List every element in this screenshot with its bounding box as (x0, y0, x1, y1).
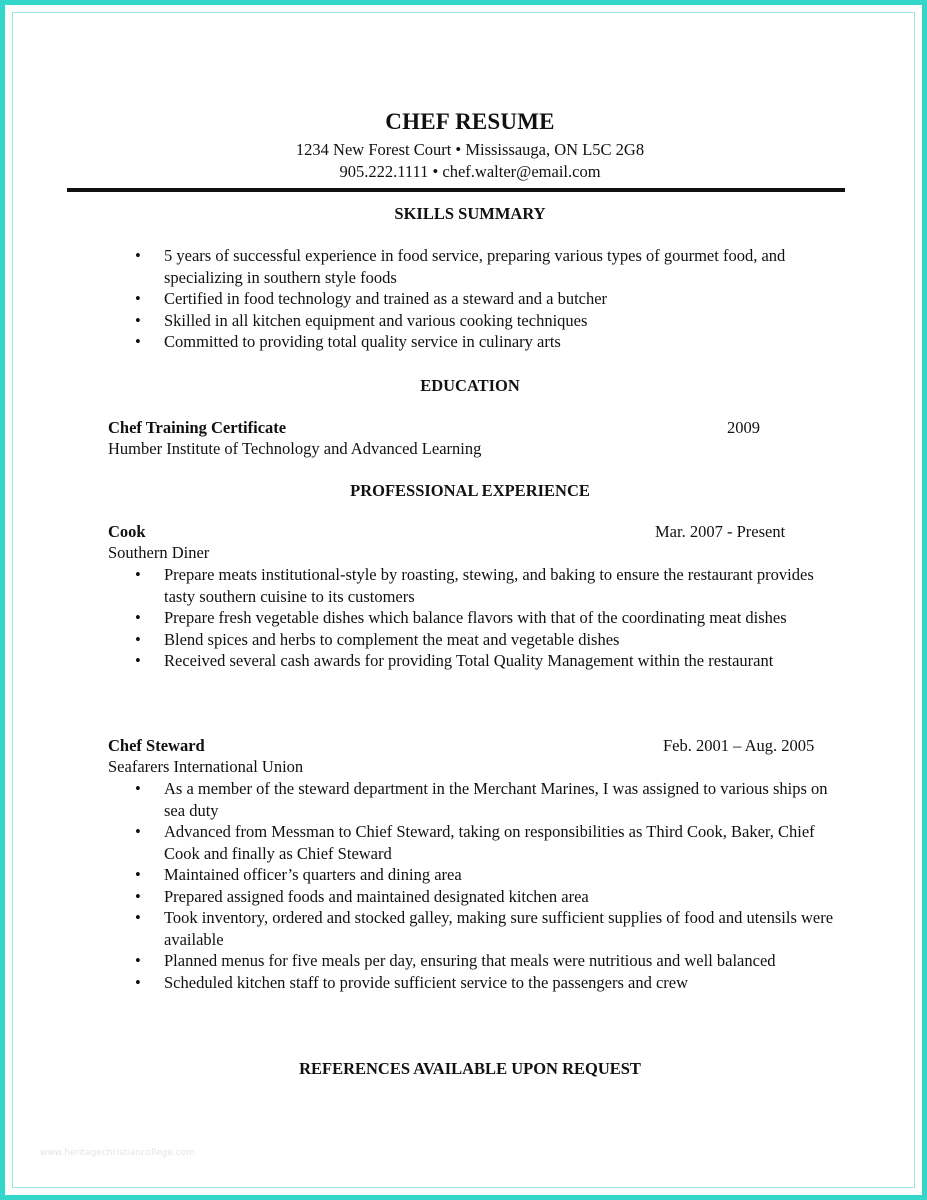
job-title-cook: Cook (108, 522, 146, 541)
list-item (108, 607, 843, 629)
bullet-icon: • (135, 310, 141, 330)
experience-heading: PROFESSIONAL EXPERIENCE (350, 481, 590, 500)
list-item (108, 950, 843, 972)
education-year: 2009 (727, 418, 760, 437)
skills-list (108, 245, 843, 353)
bullet-icon: • (135, 651, 141, 670)
cook-duties-list (108, 564, 843, 672)
duty-text: Planned menus for five meals per day, ensuring that meals were nutritious and well balanced (164, 951, 776, 970)
education-school: Humber Institute of Technology and Advanced Learning (108, 439, 482, 458)
watermark-text: www.heritagechristiancollege.com (40, 1148, 195, 1158)
duty-text: As a member of the steward department in the Merchant Marines, I was assigned to various ships on sea duty (164, 779, 828, 820)
bullet-icon: • (135, 629, 141, 649)
job-employer-chef-steward: Seafarers International Union (108, 757, 304, 776)
list-item (108, 564, 843, 607)
bullet-icon: • (135, 289, 141, 308)
list-item (108, 821, 843, 864)
list-item (108, 288, 843, 310)
duty-text: Maintained officer’s quarters and dining area (164, 865, 462, 884)
job-title-chef-steward: Chef Steward (108, 736, 205, 755)
duty-text: Prepared assigned foods and maintained designated kitchen area (164, 886, 589, 906)
list-item (108, 310, 843, 332)
list-item (108, 778, 843, 821)
list-item (108, 245, 843, 288)
bullet-icon: • (135, 865, 141, 884)
list-item (108, 650, 843, 672)
contact-line: 905.222.1111 • chef.walter@email.com (339, 162, 601, 181)
job-dates-cook: Mar. 2007 - Present (655, 522, 786, 541)
bullet-icon: • (135, 608, 141, 627)
list-item (108, 886, 843, 908)
bullet-icon: • (135, 908, 141, 927)
duty-text: Scheduled kitchen staff to provide sufficient service to the passengers and crew (164, 972, 689, 992)
steward-duties-list (108, 778, 843, 993)
skill-text: Certified in food technology and trained as a steward and a butcher (164, 289, 608, 308)
education-degree: Chef Training Certificate (108, 418, 287, 437)
education-heading: EDUCATION (420, 376, 520, 395)
skill-text: 5 years of successful experience in food service, preparing various types of gourmet food, and specializing in southern style foods (164, 246, 786, 287)
list-item (108, 331, 843, 353)
bullet-icon: • (135, 565, 141, 584)
duty-text: Took inventory, ordered and stocked galley, making sure sufficient supplies of food and utensils were available (164, 908, 834, 949)
skills-heading: SKILLS SUMMARY (394, 204, 546, 223)
list-item (108, 907, 843, 950)
bullet-icon: • (135, 972, 141, 992)
resume-title: CHEF RESUME (385, 109, 555, 134)
list-item (108, 864, 843, 886)
bullet-icon: • (135, 951, 141, 970)
duty-text: Prepare meats institutional-style by roasting, stewing, and baking to ensure the restaurant provides tasty southern cuisine to its customers (164, 565, 814, 606)
job-dates-chef-steward: Feb. 2001 – Aug. 2005 (663, 736, 815, 755)
duty-text: Prepare fresh vegetable dishes which balance flavors with that of the coordinating meat dishes (164, 608, 787, 627)
list-item (108, 972, 843, 994)
bullet-icon: • (135, 822, 141, 841)
job-employer-cook: Southern Diner (108, 543, 210, 562)
bullet-icon: • (135, 779, 141, 798)
duty-text: Advanced from Messman to Chief Steward, taking on responsibilities as Third Cook, Baker, Chief Cook and finally as Chief Steward (164, 822, 815, 863)
skill-text: Committed to providing total quality service in culinary arts (164, 332, 561, 351)
duty-text: Received several cash awards for providing Total Quality Management within the restaurant (164, 651, 774, 670)
header-divider (67, 188, 845, 192)
bullet-icon: • (135, 332, 141, 351)
references-note: REFERENCES AVAILABLE UPON REQUEST (299, 1059, 641, 1078)
address-line: 1234 New Forest Court • Mississauga, ON L5C 2G8 (295, 140, 645, 159)
bullet-icon: • (135, 246, 141, 265)
skill-text: Skilled in all kitchen equipment and various cooking techniques (164, 310, 588, 330)
bullet-icon: • (135, 886, 141, 906)
duty-text: Blend spices and herbs to complement the meat and vegetable dishes (164, 629, 620, 649)
list-item (108, 629, 843, 651)
